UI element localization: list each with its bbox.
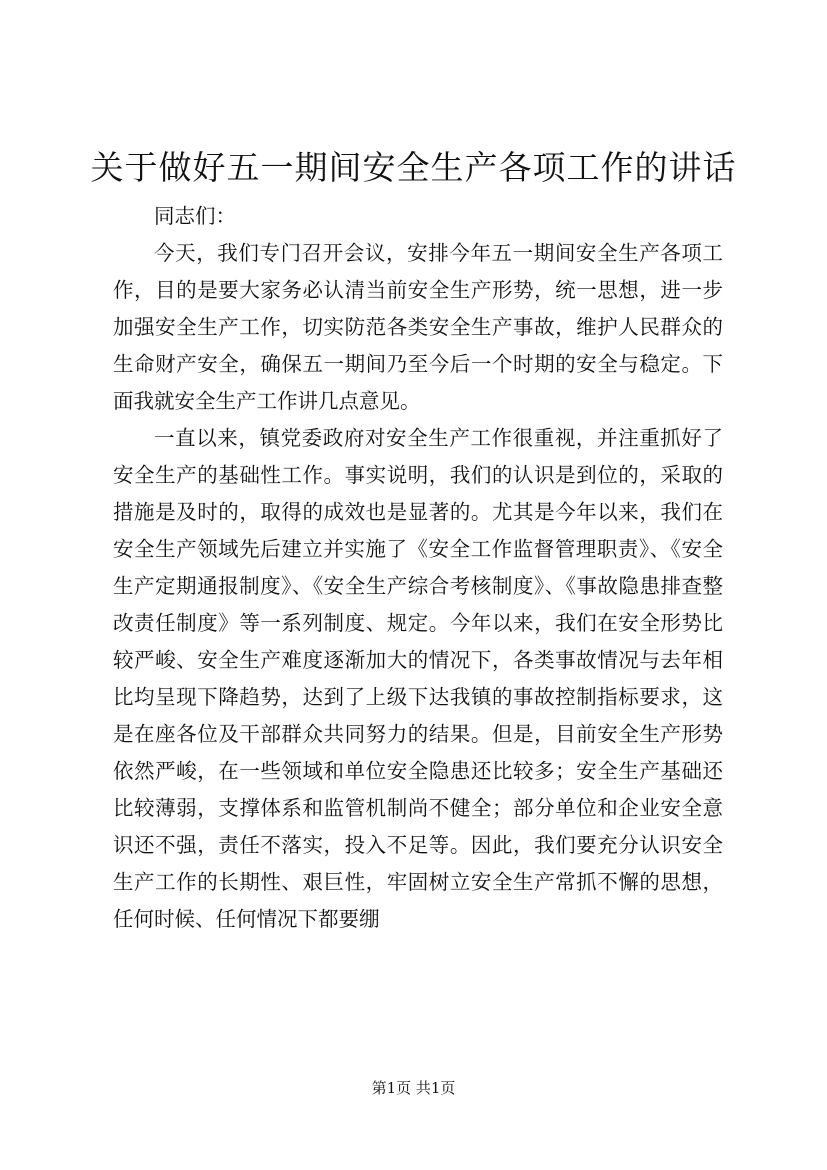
document-body bbox=[113, 198, 723, 938]
document-title: 关于做好五一期间安全生产各项工作的讲话 bbox=[90, 148, 737, 187]
paragraph-2: 一直以来，镇党委政府对安全生产工作很重视，并注重抓好了安全生产的基础性工作。事实说明，我们的认识是到位的，采取的措施是及时的，取得的成效也是显著的。尤其是今年以来，我们在安全生产领域先后建立并实施了《安全工作监督管理职责》、《安全生产定期通报制度》、《安全生产综合考核制度》、《事故隐患排查整改责任制度》等一系列制度、规定。今年以来，我们在安全形势比较严峻、安全生产难度逐渐加大的情况下，各类事故情况与去年相比均呈现下降趋势，达到了上级下达我镇的事故控制指标要求，这是在座各位及干部群众共同努力的结果。但是，目前安全生产形势依然严峻，在一些领域和单位安全隐患还比较多；安全生产基础还比较薄弱，支撑体系和监管机制尚不健全；部分单位和企业安全意识还不强，责任不落实，投入不足等。因此，我们要充分认识安全生产工作的长期性、艰巨性，牢固树立安全生产常抓不懈的思想，任何时候、任何情况下都要绷 bbox=[113, 426, 723, 931]
salutation: 同志们： bbox=[154, 204, 236, 228]
page-number-footer: 第1页 共1页 bbox=[371, 1079, 456, 1097]
paragraph-1: 今天，我们专门召开会议，安排今年五一期间安全生产各项工作，目的是要大家务必认清当前安全生产形势，统一思想，进一步加强安全生产工作，切实防范各类安全生产事故，维护人民群众的生命财产安全，确保五一期间乃至今后一个时期的安全与稳定。下面我就安全生产工作讲几点意见。 bbox=[113, 241, 723, 413]
